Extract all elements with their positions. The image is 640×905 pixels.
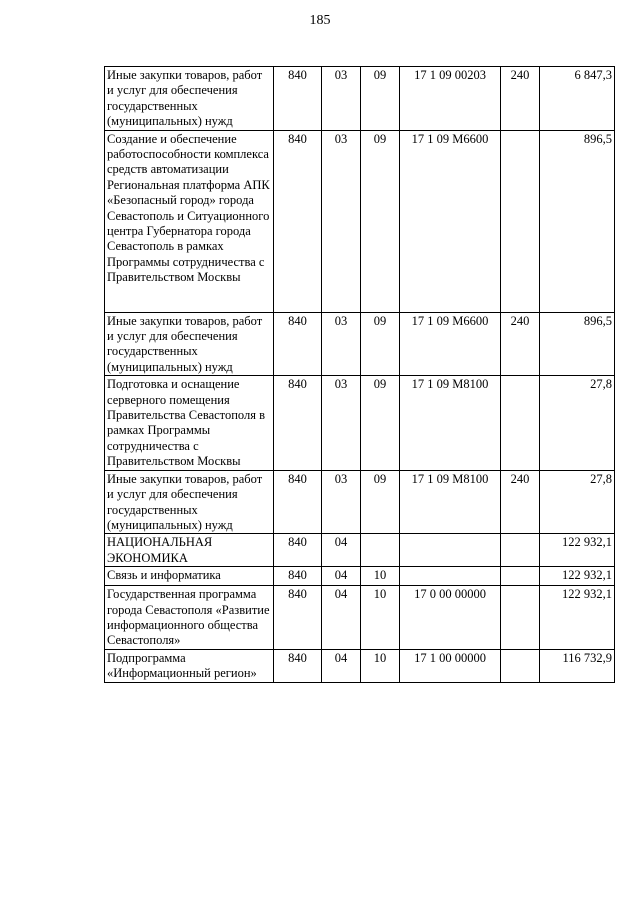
amount: 896,5 bbox=[540, 312, 615, 376]
expense-type-code bbox=[501, 534, 540, 567]
amount: 122 932,1 bbox=[540, 534, 615, 567]
expense-type-code: 240 bbox=[501, 312, 540, 376]
section-code: 04 bbox=[322, 649, 361, 682]
department-code: 840 bbox=[274, 534, 322, 567]
subsection-code: 09 bbox=[361, 130, 400, 312]
item-name: Государственная программа города Севастополя «Развитие информационного общества Севастополя» bbox=[105, 586, 274, 650]
subsection-code: 09 bbox=[361, 67, 400, 131]
expense-type-code bbox=[501, 376, 540, 470]
amount: 6 847,3 bbox=[540, 67, 615, 131]
section-code: 03 bbox=[322, 470, 361, 534]
subsection-code: 10 bbox=[361, 567, 400, 586]
item-name: Иные закупки товаров, работ и услуг для обеспечения государственных (муниципальных) нужд bbox=[105, 470, 274, 534]
item-name: Иные закупки товаров, работ и услуг для обеспечения государственных (муниципальных) нужд bbox=[105, 67, 274, 131]
table-row bbox=[105, 567, 615, 586]
subsection-code: 10 bbox=[361, 586, 400, 650]
expense-type-code bbox=[501, 130, 540, 312]
expense-type-code bbox=[501, 567, 540, 586]
amount: 122 932,1 bbox=[540, 586, 615, 650]
table-row bbox=[105, 649, 615, 682]
subsection-code: 09 bbox=[361, 312, 400, 376]
item-name: Создание и обеспечение работоспособности комплекса средств автоматизации Региональная платформа АПК «Безопасный город» города Севастополь и Ситуационного центра Губернатора города Севастополь в рамках Программы сотрудничества с Правительством Москвы bbox=[105, 130, 274, 312]
department-code: 840 bbox=[274, 130, 322, 312]
target-item-code: 17 1 00 00000 bbox=[400, 649, 501, 682]
item-name: НАЦИОНАЛЬНАЯ ЭКОНОМИКА bbox=[105, 534, 274, 567]
section-code: 03 bbox=[322, 130, 361, 312]
expense-type-code bbox=[501, 649, 540, 682]
department-code: 840 bbox=[274, 312, 322, 376]
item-name: Иные закупки товаров, работ и услуг для обеспечения государственных (муниципальных) нужд bbox=[105, 312, 274, 376]
section-code: 04 bbox=[322, 534, 361, 567]
subsection-code: 09 bbox=[361, 376, 400, 470]
target-item-code: 17 1 09 M6600 bbox=[400, 312, 501, 376]
subsection-code: 09 bbox=[361, 470, 400, 534]
table-row bbox=[105, 470, 615, 534]
department-code: 840 bbox=[274, 649, 322, 682]
expense-type-code bbox=[501, 586, 540, 650]
department-code: 840 bbox=[274, 67, 322, 131]
target-item-code bbox=[400, 567, 501, 586]
section-code: 04 bbox=[322, 586, 361, 650]
page-number: 185 bbox=[309, 13, 331, 28]
expense-type-code: 240 bbox=[501, 470, 540, 534]
target-item-code: 17 1 09 M8100 bbox=[400, 376, 501, 470]
amount: 27,8 bbox=[540, 376, 615, 470]
amount: 122 932,1 bbox=[540, 567, 615, 586]
section-code: 03 bbox=[322, 376, 361, 470]
department-code: 840 bbox=[274, 376, 322, 470]
item-name: Связь и информатика bbox=[105, 567, 274, 586]
item-name: Подпрограмма «Информационный регион» bbox=[105, 649, 274, 682]
target-item-code: 17 0 00 00000 bbox=[400, 586, 501, 650]
department-code: 840 bbox=[274, 470, 322, 534]
target-item-code: 17 1 09 M8100 bbox=[400, 470, 501, 534]
section-code: 04 bbox=[322, 567, 361, 586]
target-item-code bbox=[400, 534, 501, 567]
table-row bbox=[105, 312, 615, 376]
amount: 896,5 bbox=[540, 130, 615, 312]
subsection-code bbox=[361, 534, 400, 567]
department-code: 840 bbox=[274, 567, 322, 586]
table-row bbox=[105, 534, 615, 567]
expense-type-code: 240 bbox=[501, 67, 540, 131]
table-row bbox=[105, 67, 615, 131]
amount: 27,8 bbox=[540, 470, 615, 534]
table-row bbox=[105, 586, 615, 650]
item-name: Подготовка и оснащение серверного помещения Правительства Севастополя в рамках Программы сотрудничества с Правительством Москвы bbox=[105, 376, 274, 470]
target-item-code: 17 1 09 00203 bbox=[400, 67, 501, 131]
section-code: 03 bbox=[322, 312, 361, 376]
section-code: 03 bbox=[322, 67, 361, 131]
subsection-code: 10 bbox=[361, 649, 400, 682]
amount: 116 732,9 bbox=[540, 649, 615, 682]
target-item-code: 17 1 09 M6600 bbox=[400, 130, 501, 312]
table-row bbox=[105, 376, 615, 470]
department-code: 840 bbox=[274, 586, 322, 650]
budget-table bbox=[104, 66, 615, 683]
table-row bbox=[105, 130, 615, 312]
